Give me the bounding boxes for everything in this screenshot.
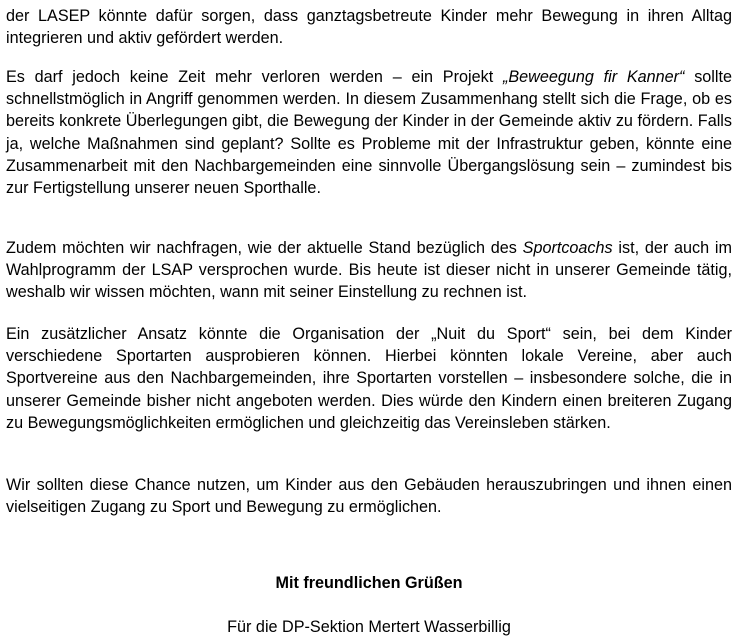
paragraph-lasep [6,5,732,49]
paragraph-nuit-du-sport [6,323,732,434]
paragraph-text: Wir sollten diese Chance nutzen, um Kinder aus den Gebäuden herauszubringen und ihnen einen vielseitigen Zugang zu Sport und Bewegung zu ermöglichen. [6,476,732,517]
project-name-italic: „Beweegung fir Kanner“ [502,68,685,86]
paragraph-text: Es darf jedoch keine Zeit mehr verloren werden – ein Projekt [6,68,503,86]
paragraph-text: Zudem möchten wir nachfragen, wie der aktuelle Stand bezüglich des [6,239,523,257]
paragraph-text: sollte schnellstmöglich in Angriff genommen werden. In diesem Zusammenhang stellt sich die Frage, ob es bereits konkrete Überlegungen gibt, die Bewegung der Kinder in der Gemeinde aktiv zu fördern. Falls ja, welche Maßnahmen sind geplant? Sollte es Probleme mit der Infrastruktur geben, könnte eine Zusammenarbeit mit den Nachbargemeinden eine sinnvolle Übergangslösung sein – zumindest bis zur Fertigstellung unserer neuen Sporthalle. [6,68,733,198]
paragraph-text: Ein zusätzlicher Ansatz könnte die Organisation der „Nuit du Sport“ sein, bei dem Kinder verschiedene Sportarten ausprobieren können. Hierbei könnten lokale Vereine, aber auch Sportvereine aus den Nachbargemeinden, ihre Sportarten vorstellen – insbesondere solche, die in unserer Gemeinde bisher nicht angeboten werden. Dies würde den Kindern einen breiteren Zugang zu Bewegungsmöglichkeiten ermöglichen und gleichzeitig das Vereinsleben stärken. [6,325,732,432]
closing-greeting: Mit freundlichen Grüßen [275,574,463,592]
paragraph-projekt [6,66,732,199]
sportcoach-italic: Sportcoachs [522,239,613,257]
signature-line: Für die DP-Sektion Mertert Wasserbillig [227,618,511,636]
paragraph-conclusion [6,474,732,518]
paragraph-text: der LASEP könnte dafür sorgen, dass ganztagsbetreute Kinder mehr Bewegung in ihren Alltag integrieren und aktiv gefördert werden. [6,7,732,48]
paragraph-text: ist, der auch im Wahlprogramm der LSAP versprochen wurde. Bis heute ist dieser nicht in unserer Gemeinde tätig, weshalb wir wissen möchten, wann mit seiner Einstellung zu rechnen ist. [6,239,732,302]
paragraph-sportcoach [6,237,732,304]
